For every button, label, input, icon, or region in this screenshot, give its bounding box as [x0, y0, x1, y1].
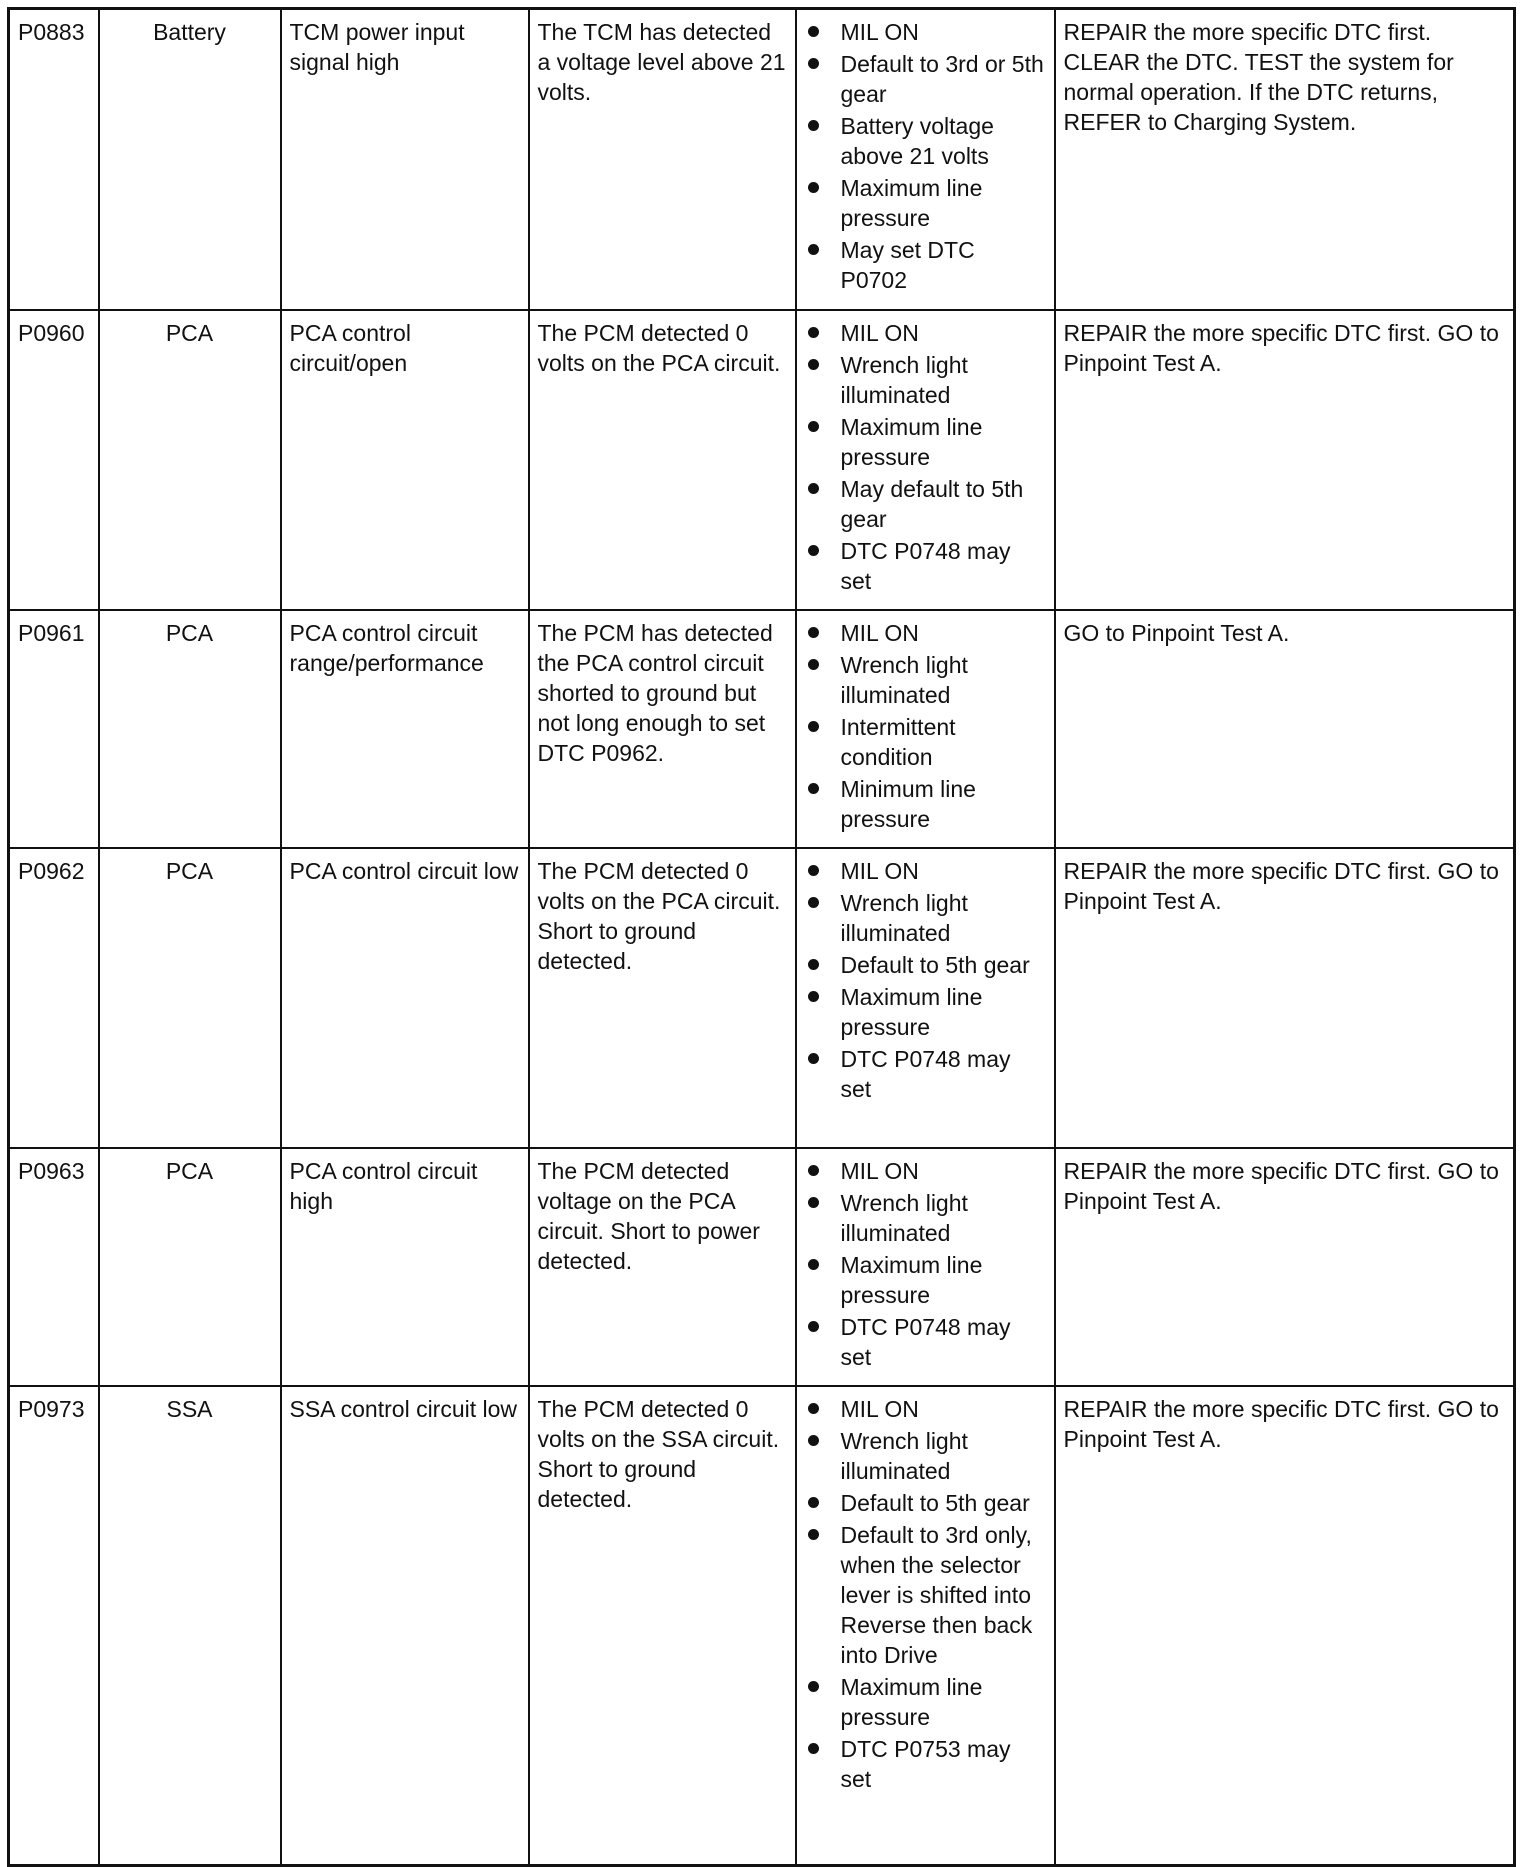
symptom-item [805, 1156, 1046, 1186]
symptom-text: Minimum line pressure [840, 775, 976, 832]
bullet-icon [808, 659, 819, 670]
bullet-icon [808, 120, 819, 131]
table-row [9, 9, 1515, 310]
symptom-text: May default to 5th gear [840, 475, 1024, 532]
symptom-list [805, 1394, 1046, 1794]
symptom-list [805, 618, 1046, 834]
bullet-icon [808, 1681, 819, 1692]
symptom-text: DTC P0748 may set [840, 1313, 1011, 1370]
symptom-text: Wrench light illuminated [840, 651, 968, 708]
symptom-text: Default to 3rd only, when the selector lever is shifted into Reverse then back into Drive [840, 1521, 1033, 1668]
bullet-icon [808, 26, 819, 37]
symptom-item [805, 774, 1046, 834]
bullet-icon [808, 483, 819, 494]
bullet-icon [808, 1259, 819, 1270]
symptom-text: Intermittent condition [840, 713, 956, 770]
bullet-icon [808, 1403, 819, 1414]
symptom-item [805, 1312, 1046, 1372]
symptom-item [805, 412, 1046, 472]
dtc-condition-cell: The PCM has detected the PCA control circuit shorted to ground but not long enough to set DTC P0962. [529, 610, 796, 848]
table-row [9, 1148, 1515, 1386]
symptom-item [805, 1250, 1046, 1310]
symptom-text: Wrench light illuminated [840, 1189, 968, 1246]
symptom-item [805, 1734, 1046, 1794]
dtc-description-cell: PCA control circuit low [281, 848, 529, 1148]
symptom-text: DTC P0748 may set [840, 1045, 1011, 1102]
dtc-condition-cell: The PCM detected 0 volts on the PCA circuit. Short to ground detected. [529, 848, 796, 1148]
symptom-text: DTC P0753 may set [840, 1735, 1011, 1792]
dtc-action-cell: REPAIR the more specific DTC first. GO to Pinpoint Test A. [1055, 848, 1515, 1148]
dtc-code-cell: P0973 [9, 1386, 99, 1866]
symptom-item [805, 1426, 1046, 1486]
symptom-text: Default to 5th gear [840, 951, 1030, 978]
dtc-source-cell: Battery [99, 9, 281, 310]
bullet-icon [808, 1053, 819, 1064]
symptom-text: Wrench light illuminated [840, 1427, 968, 1484]
symptom-text: MIL ON [840, 619, 919, 646]
symptom-text: MIL ON [840, 319, 919, 346]
dtc-code-cell: P0963 [9, 1148, 99, 1386]
dtc-description-cell: SSA control circuit low [281, 1386, 529, 1866]
dtc-description-cell: PCA control circuit range/performance [281, 610, 529, 848]
symptom-item [805, 888, 1046, 948]
bullet-icon [808, 721, 819, 732]
bullet-icon [808, 1165, 819, 1176]
bullet-icon [808, 783, 819, 794]
bullet-icon [808, 327, 819, 338]
dtc-action-cell: REPAIR the more specific DTC first. GO to Pinpoint Test A. [1055, 1148, 1515, 1386]
symptom-text: MIL ON [840, 857, 919, 884]
dtc-source-cell: PCA [99, 1148, 281, 1386]
symptom-text: DTC P0748 may set [840, 537, 1011, 594]
symptom-list [805, 856, 1046, 1104]
bullet-icon [808, 1529, 819, 1540]
dtc-source-cell: PCA [99, 310, 281, 610]
symptom-item [805, 1188, 1046, 1248]
symptom-item [805, 1488, 1046, 1518]
symptom-text: Battery voltage above 21 volts [840, 113, 994, 169]
dtc-action-cell: REPAIR the more specific DTC first. CLEAR the DTC. TEST the system for normal operation. If the DTC returns, REFER to Charging System. [1055, 9, 1515, 310]
symptom-text: Maximum line pressure [840, 1251, 983, 1308]
bullet-icon [808, 359, 819, 370]
symptom-text: May set DTC P0702 [840, 237, 975, 293]
dtc-code-cell: P0961 [9, 610, 99, 848]
dtc-condition-cell: The PCM detected 0 volts on the PCA circuit. [529, 310, 796, 610]
bullet-icon [808, 865, 819, 876]
dtc-description-cell: TCM power input signal high [281, 9, 529, 310]
dtc-action-cell: REPAIR the more specific DTC first. GO to Pinpoint Test A. [1055, 310, 1515, 610]
bullet-icon [808, 897, 819, 908]
dtc-symptoms-cell [796, 310, 1055, 610]
symptom-item [805, 856, 1046, 886]
bullet-icon [808, 1435, 819, 1446]
bullet-icon [808, 421, 819, 432]
symptom-item [805, 950, 1046, 980]
dtc-source-cell: PCA [99, 848, 281, 1148]
symptom-item [805, 982, 1046, 1042]
symptom-text: MIL ON [840, 1157, 919, 1184]
symptom-text: Maximum line pressure [840, 983, 983, 1040]
symptom-item [805, 235, 1046, 295]
table-row [9, 1386, 1515, 1866]
symptom-item [805, 1394, 1046, 1424]
symptom-item [805, 49, 1046, 109]
dtc-code-cell: P0962 [9, 848, 99, 1148]
symptom-text: MIL ON [840, 1395, 919, 1422]
dtc-table [7, 7, 1516, 1867]
symptom-item [805, 350, 1046, 410]
symptom-item [805, 1672, 1046, 1732]
symptom-item [805, 618, 1046, 648]
dtc-code-cell: P0883 [9, 9, 99, 310]
dtc-action-cell: GO to Pinpoint Test A. [1055, 610, 1515, 848]
dtc-condition-cell: The PCM detected 0 volts on the SSA circuit. Short to ground detected. [529, 1386, 796, 1866]
table-row [9, 610, 1515, 848]
symptom-text: Default to 3rd or 5th gear [840, 51, 1044, 107]
symptom-list [805, 318, 1046, 596]
bullet-icon [808, 627, 819, 638]
dtc-source-cell: SSA [99, 1386, 281, 1866]
bullet-icon [808, 182, 819, 193]
bullet-icon [808, 959, 819, 970]
symptom-item [805, 111, 1046, 171]
symptom-item [805, 536, 1046, 596]
bullet-icon [808, 991, 819, 1002]
bullet-icon [808, 1743, 819, 1754]
dtc-code-cell: P0960 [9, 310, 99, 610]
dtc-symptoms-cell [796, 610, 1055, 848]
bullet-icon [808, 1497, 819, 1508]
symptom-item [805, 173, 1046, 233]
dtc-action-cell: REPAIR the more specific DTC first. GO to Pinpoint Test A. [1055, 1386, 1515, 1866]
symptom-item [805, 318, 1046, 348]
dtc-table-body [9, 9, 1515, 1866]
symptom-list [805, 17, 1046, 295]
bullet-icon [808, 244, 819, 255]
table-row [9, 848, 1515, 1148]
symptom-text: MIL ON [840, 19, 919, 45]
bullet-icon [808, 1321, 819, 1332]
dtc-source-cell: PCA [99, 610, 281, 848]
symptom-item [805, 712, 1046, 772]
symptom-text: Maximum line pressure [840, 1673, 983, 1730]
symptom-text: Maximum line pressure [840, 175, 983, 231]
symptom-item [805, 17, 1046, 47]
dtc-symptoms-cell [796, 1148, 1055, 1386]
symptom-text: Wrench light illuminated [840, 889, 968, 946]
symptom-item [805, 474, 1046, 534]
symptom-item [805, 1044, 1046, 1104]
symptom-text: Default to 5th gear [840, 1489, 1030, 1516]
dtc-description-cell: PCA control circuit high [281, 1148, 529, 1386]
dtc-symptoms-cell [796, 9, 1055, 310]
table-row [9, 310, 1515, 610]
symptom-text: Maximum line pressure [840, 413, 983, 470]
dtc-symptoms-cell [796, 1386, 1055, 1866]
dtc-condition-cell: The PCM detected voltage on the PCA circuit. Short to power detected. [529, 1148, 796, 1386]
dtc-symptoms-cell [796, 848, 1055, 1148]
dtc-description-cell: PCA control circuit/open [281, 310, 529, 610]
symptom-item [805, 650, 1046, 710]
symptom-text: Wrench light illuminated [840, 351, 968, 408]
bullet-icon [808, 1197, 819, 1208]
bullet-icon [808, 58, 819, 69]
symptom-list [805, 1156, 1046, 1372]
dtc-condition-cell: The TCM has detected a voltage level above 21 volts. [529, 9, 796, 310]
bullet-icon [808, 545, 819, 556]
symptom-item [805, 1520, 1046, 1670]
